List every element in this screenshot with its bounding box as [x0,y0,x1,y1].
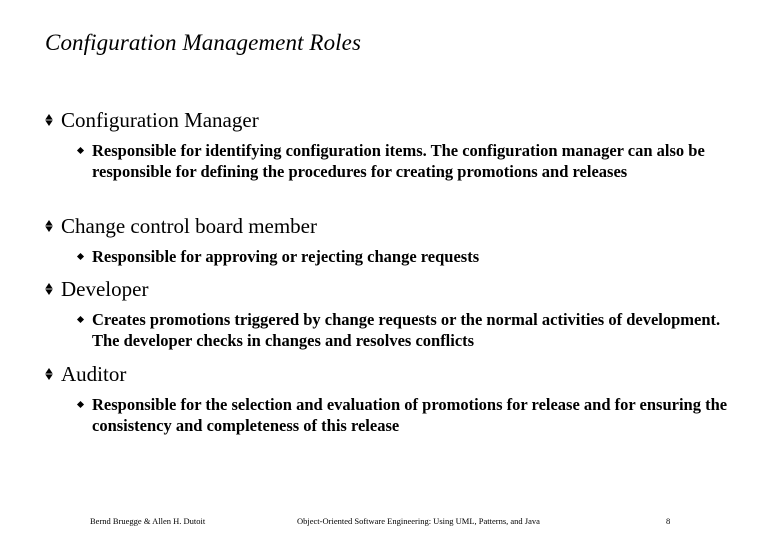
role-description-text: Responsible for approving or rejecting change requests [92,247,480,266]
role-name: Configuration Manager [61,108,259,132]
footer-page-number: 8 [666,516,671,526]
diamond-icon [45,368,53,380]
footer-authors: Bernd Bruegge & Allen H. Dutoit [90,516,206,526]
role-name: Developer [61,277,149,301]
slide-title: Configuration Management Roles [45,30,362,55]
square-icon [77,253,84,260]
square-icon [77,147,84,154]
footer-book-title: Object-Oriented Software Engineering: Using UML, Patterns, and Java [297,516,540,526]
role-name: Change control board member [61,214,317,238]
role-description-text: Responsible for identifying configuration items. The configuration manager can also be responsible for defining the procedures for creating promotions and releases [92,141,705,181]
diamond-icon [45,114,53,126]
square-icon [77,316,84,323]
role-description-text: Responsible for the selection and evaluation of promotions for release and for ensuring the consistency and completeness of this release [92,395,728,435]
diamond-icon [45,283,53,295]
role-description-text: Creates promotions triggered by change requests or the normal activities of development. The developer checks in changes and resolves conflicts [92,310,721,350]
diamond-icon [45,220,53,232]
role-name: Auditor [61,362,127,386]
square-icon [77,401,84,408]
